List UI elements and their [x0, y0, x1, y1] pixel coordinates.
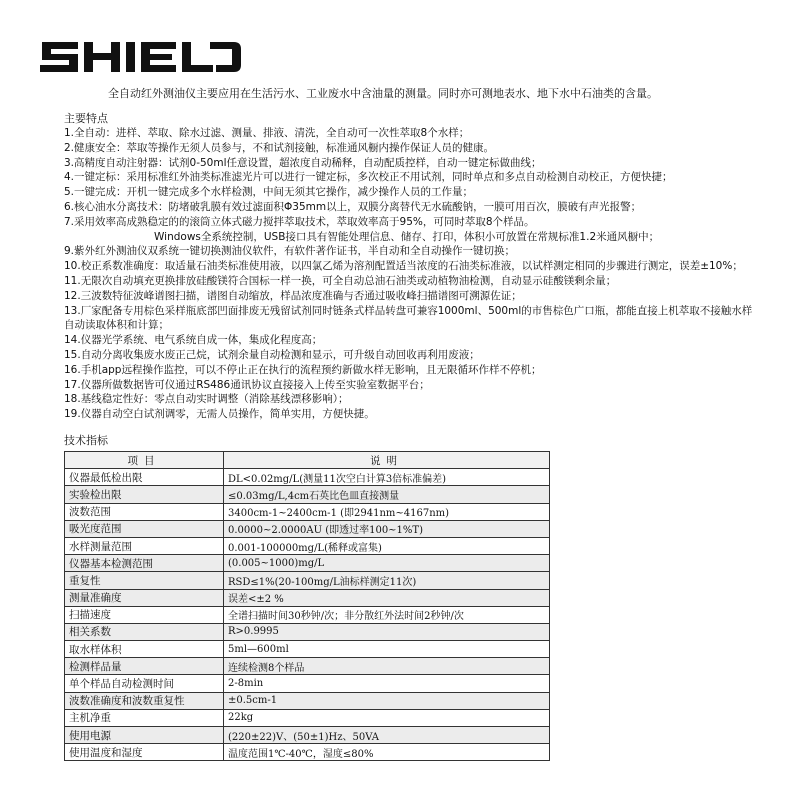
spec-name: 测量准确度	[65, 589, 224, 606]
spec-value: 0.0000~2.0000AU (即透过率100~1%T)	[224, 520, 550, 537]
specs-table	[64, 451, 550, 761]
feature-item: 15.自动分离收集废水废正己烷，试剂余量自动检测和显示，可升级自动回收再利用废液；	[64, 348, 480, 361]
spec-name: 使用温度和湿度	[65, 744, 224, 761]
features-list	[64, 126, 754, 422]
spec-name: 仪器最低检出限	[65, 469, 224, 486]
spec-name: 取水样体积	[65, 641, 224, 658]
spec-value: R>0.9995	[224, 623, 550, 640]
specs-heading: 技术指标	[64, 434, 108, 447]
table-row	[65, 606, 550, 623]
feature-item: 16.手机app远程操作监控，可以不停止正在执行的流程预约新做水样无影响，且无限循环作样不停机；	[64, 363, 542, 376]
feature-item: 17.仪器所做数据皆可仪通过RS486通讯协议直接接入上传至实验室数据平台；	[64, 378, 430, 391]
spec-name: 实验检出限	[65, 486, 224, 503]
feature-item: 10.校正系数准确度：取适量石油类标准使用液，以四氯乙烯为溶剂配置适当浓度的石油类标准液，以试样测定相同的步骤进行测定，误差±10%；	[64, 260, 743, 273]
table-row	[65, 589, 550, 606]
table-row	[65, 469, 550, 486]
feature-item: 4.一键定标：采用标准红外油类标准滤光片可以进行一键定标，多次校正不用试剂，同时单点和多点自动检测自动校正，方便快捷；	[64, 171, 673, 184]
spec-name: 相关系数	[65, 623, 224, 640]
table-row	[65, 503, 550, 520]
features-heading: 主要特点	[64, 112, 108, 125]
feature-item: 18.基线稳定性好：零点自动实时调整（消除基线漂移影响）；	[64, 393, 349, 406]
spec-name: 主机净重	[65, 709, 224, 726]
feature-item: 11.无限次自动填充更换排放硅酸镁符合国标一样一换，可全自动总油石油类或动植物油检测，自动显示硅酸镁剩余量；	[64, 274, 617, 287]
spec-value: ±0.5cm-1	[224, 692, 550, 709]
feature-item: 7.采用效率高成熟稳定的的滚筒立体式磁力搅拌萃取技术，萃取效率高于95%，可同时萃取8个样品。	[64, 215, 535, 228]
feature-item: 12.三波数特征波峰谱图扫描，谱图自动缩放，样品浓度准确与否通过吸收峰扫描谱图可溯源佐证；	[64, 289, 522, 302]
spec-name: 波数范围	[65, 503, 224, 520]
spec-value: (0.005~1000)mg/L	[224, 555, 550, 572]
table-row	[65, 641, 550, 658]
spec-value: 误差<±2 %	[224, 589, 550, 606]
table-row	[65, 572, 550, 589]
spec-value: 2-8min	[224, 675, 550, 692]
table-row	[65, 658, 550, 675]
table-header-row	[65, 452, 550, 469]
table-row	[65, 520, 550, 537]
spec-name: 单个样品自动检测时间	[65, 675, 224, 692]
spec-value: 连续检测8个样品	[224, 658, 550, 675]
table-row	[65, 692, 550, 709]
spec-name: 重复性	[65, 572, 224, 589]
spec-value: ≤0.03mg/L,4cm石英比色皿直接测量	[224, 486, 550, 503]
table-row	[65, 537, 550, 554]
table-row	[65, 709, 550, 726]
table-row	[65, 675, 550, 692]
intro-text: 全自动红外测油仪主要应用在生活污水、工业废水中含油量的测量。同时亦可测地表水、地下水中石油类的含量。	[108, 87, 658, 100]
feature-item: 1.全自动：进样、萃取、除水过滤、测量、排液、清洗，全自动可一次性萃取8个水样；	[64, 127, 470, 139]
table-row	[65, 623, 550, 640]
spec-name: 扫描速度	[65, 606, 224, 623]
header-item: 项目	[65, 452, 224, 469]
spec-name: 吸光度范围	[65, 520, 224, 537]
feature-item: 9.紫外红外测油仪双系统一键切换测油仪软件，有软件著作证书，半自动和全自动操作一键切换；	[64, 245, 516, 258]
spec-name: 水样测量范围	[65, 537, 224, 554]
table-row	[65, 486, 550, 503]
spec-name: 使用电源	[65, 727, 224, 744]
feature-item: 13.厂家配备专用棕色采样瓶底部凹面排废无残留试剂同时链条式样品转盘可兼容1000ml、500ml的市售棕色广口瓶，都能直接上机萃取不接触水样自动读取体积和计算；	[64, 304, 753, 332]
feature-item: 19.仪器自动空白试剂调零，无需人员操作，简单实用，方便快捷。	[64, 408, 375, 421]
header-desc: 说明	[224, 452, 550, 469]
spec-value: RSD≤1%(20-100mg/L油标样测定11次)	[224, 572, 550, 589]
spec-value: 温度范围1℃-40℃，湿度≤80%	[224, 744, 550, 761]
spec-value: DL<0.02mg/L(测量11次空白计算3倍标准偏差)	[224, 469, 550, 486]
feature-item: 6.核心油水分离技术：防堵破乳膜有效过滤面积Φ35mm以上，双膜分离替代无水硫酸钠，一膜可用百次，膜破有声光报警；	[64, 200, 642, 213]
table-row	[65, 555, 550, 572]
spec-name: 波数准确度和波数重复性	[65, 692, 224, 709]
table-row	[65, 744, 550, 761]
spec-value: (220±22)V、(50±1)Hz、50VA	[224, 727, 550, 744]
feature-item: 14.仪器光学系统、电气系统自成一体，集成化程度高；	[64, 334, 323, 347]
feature-item: Windows全系统控制，USB接口具有智能处理信息、储存、打印，体积小可放置在常规标准1.2米通风橱中；	[154, 230, 660, 243]
table-row	[65, 727, 550, 744]
feature-item: 3.高精度自动注射器：试剂0-50ml任意设置，超浓度自动稀释，自动配质控样，自动一键定标做曲线；	[64, 156, 542, 169]
feature-item: 2.健康安全：萃取等操作无须人员参与，不和试剂接触，标准通风橱内操作保证人员的健康。	[64, 141, 495, 154]
spec-value: 5ml—600ml	[224, 641, 550, 658]
spec-value: 3400cm-1~2400cm-1 (即2941nm~4167nm)	[224, 503, 550, 520]
feature-item: 5.一键完成：开机一键完成多个水样检测，中间无须其它操作，减少操作人员的工作量；	[64, 186, 474, 199]
spec-value: 全谱扫描时间30秒钟/次；非分散红外法时间2秒钟/次	[224, 606, 550, 623]
shield-logo	[38, 38, 243, 76]
spec-value: 22kg	[224, 709, 550, 726]
spec-value: 0.001-100000mg/L(稀释或富集)	[224, 537, 550, 554]
spec-name: 检测样品量	[65, 658, 224, 675]
spec-name: 仪器基本检测范围	[65, 555, 224, 572]
